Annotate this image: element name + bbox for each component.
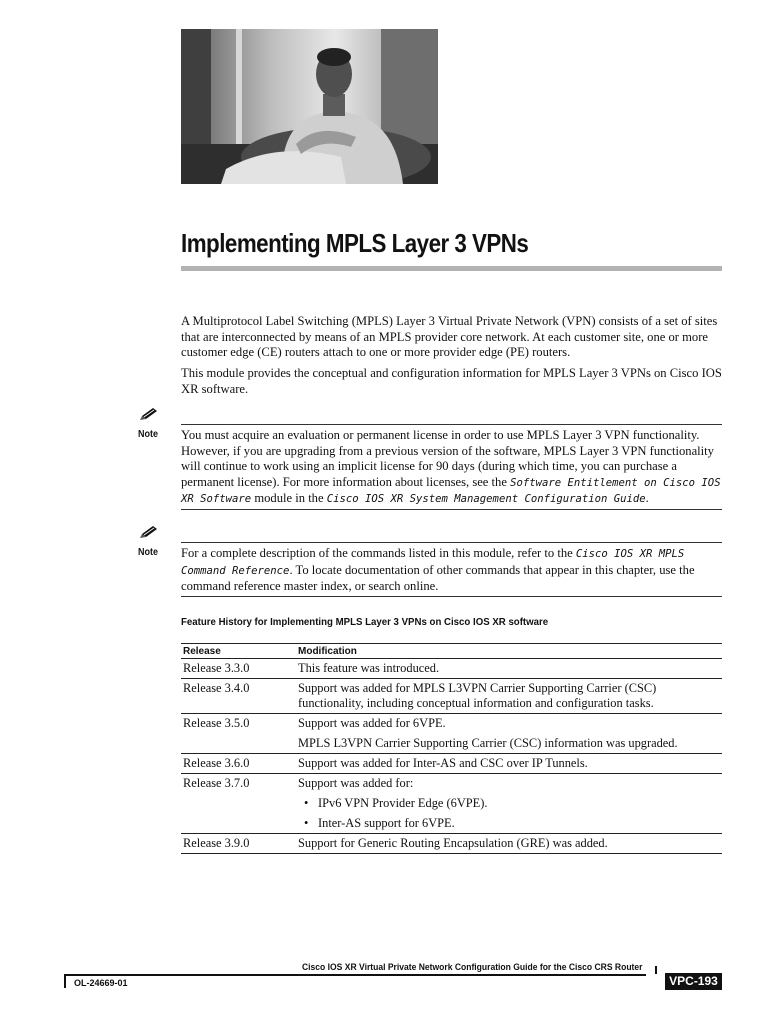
command-reference-note	[181, 546, 722, 595]
note-text: You must acquire an evaluation or permanent license in order to use MPLS Layer 3 VPN functionality. However, if you are upgrading from a previous version of the software, MPLS Layer 3 VPN functionality will continue to work using an implicit license for 90 days (during which time, you can purchase a permanent license). For more information about licenses, see the	[181, 428, 714, 489]
note-bottom-rule	[181, 509, 722, 510]
table-row	[181, 774, 722, 834]
bullet-item: • Inter-AS support for 6VPE.	[298, 816, 720, 831]
table-row	[181, 659, 722, 679]
footer-divider	[64, 974, 66, 988]
note-text: For a complete description of the commands listed in this module, refer to the	[181, 546, 576, 560]
intro-paragraph: A Multiprotocol Label Switching (MPLS) Layer 3 Virtual Private Network (VPN) consists of a set of sites that are interconnected by means of an MPLS provider core network. At each customer site, one or more customer edge (CE) routers attach to one or more provider edge (PE) routers.	[181, 314, 718, 360]
note-label: Note	[138, 429, 159, 440]
table-header-row	[181, 644, 722, 659]
document-id: OL-24669-01	[74, 978, 128, 988]
modification-cell	[296, 714, 722, 754]
modification-text: Support for Generic Routing Encapsulation (GRE) was added.	[298, 836, 608, 850]
system-management-guide-link[interactable]: Cisco IOS XR System Management Configuration Guide	[326, 493, 646, 506]
note-label: Note	[138, 547, 159, 558]
bullet-item: • IPv6 VPN Provider Edge (6VPE).	[298, 796, 720, 811]
modification-text: Support was added for Inter-AS and CSC over IP Tunnels.	[298, 756, 588, 770]
release-cell: Release 3.7.0	[181, 774, 296, 834]
modification-cell	[296, 679, 722, 714]
table-row	[181, 754, 722, 774]
footer-divider	[64, 974, 646, 976]
note-text: module in the	[251, 491, 327, 506]
footer-divider	[655, 966, 657, 974]
release-cell: Release 3.4.0	[181, 679, 296, 714]
column-header-modification: Modification	[296, 644, 722, 659]
column-header-release: Release	[181, 644, 296, 659]
note-top-rule	[181, 542, 722, 543]
table-row	[181, 714, 722, 754]
pencil-note-icon	[139, 524, 161, 538]
modification-cell	[296, 659, 722, 679]
note-text: . To locate documentation of other commands that appear in this chapter, use the command reference master index, or search online.	[181, 562, 695, 594]
person-photo-icon	[181, 29, 438, 184]
title-divider	[181, 266, 722, 271]
modification-cell	[296, 774, 722, 834]
header-photo	[181, 29, 438, 184]
modification-text: MPLS L3VPN Carrier Supporting Carrier (CSC) information was upgraded.	[298, 736, 678, 750]
modification-text: Support was added for 6VPE.	[298, 716, 446, 730]
table-row	[181, 679, 722, 714]
feature-history-table	[181, 643, 722, 854]
modification-text: This feature was introduced.	[298, 661, 440, 675]
page-number: VPC-193	[665, 973, 722, 990]
table-row	[181, 834, 722, 854]
feature-history-caption: Feature History for Implementing MPLS Layer 3 VPNs on Cisco IOS XR software	[181, 616, 549, 628]
note-text: .	[645, 491, 649, 506]
mpls-command-reference-link[interactable]: Cisco IOS XR MPLS Command Reference	[181, 548, 685, 577]
release-cell: Release 3.9.0	[181, 834, 296, 854]
release-cell: Release 3.3.0	[181, 659, 296, 679]
note-bottom-rule	[181, 596, 722, 597]
module-description: This module provides the conceptual and configuration information for MPLS Layer 3 VPNs on Cisco IOS XR software.	[181, 366, 722, 396]
modification-cell	[296, 834, 722, 854]
software-entitlement-link[interactable]: Software Entitlement on Cisco IOS XR Software	[181, 476, 721, 506]
modification-cell	[296, 754, 722, 774]
pencil-note-icon	[139, 406, 161, 420]
page-title: Implementing MPLS Layer 3 VPNs	[181, 228, 529, 258]
footer-guide-title: Cisco IOS XR Virtual Private Network Configuration Guide for the Cisco CRS Router	[302, 962, 643, 973]
release-cell: Release 3.6.0	[181, 754, 296, 774]
modification-text: Support was added for MPLS L3VPN Carrier Supporting Carrier (CSC) functionality, including conceptual information and configuration tasks.	[298, 681, 657, 710]
note-top-rule	[181, 424, 722, 425]
modification-text: Support was added for:	[298, 776, 414, 790]
license-note	[181, 428, 722, 508]
release-cell: Release 3.5.0	[181, 714, 296, 754]
